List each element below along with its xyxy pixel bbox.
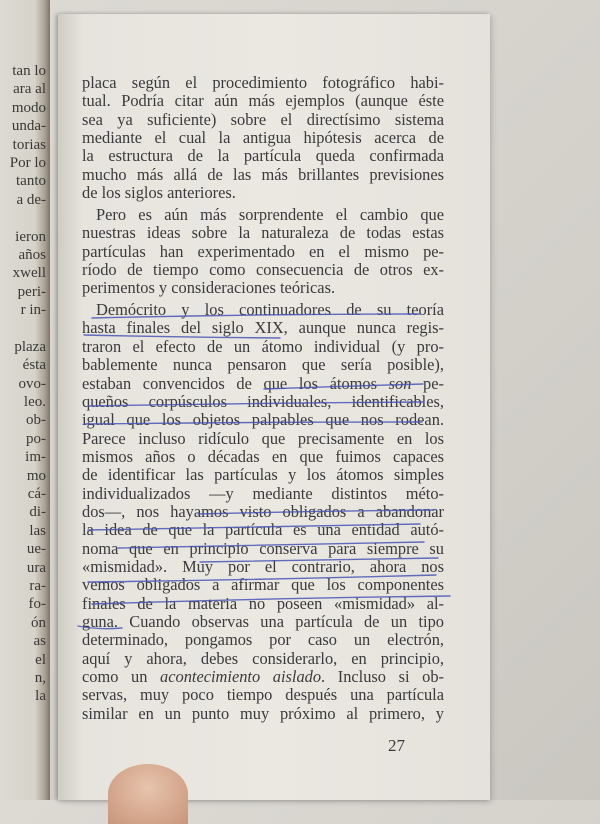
book-page — [58, 14, 490, 800]
text-line — [82, 558, 444, 576]
text-segment: la idea de que la partícula es una entidad autó- — [82, 520, 444, 540]
text-segment: de identificar las partículas y los átomos simples — [82, 465, 444, 485]
text-line — [82, 356, 444, 374]
facing-page-line: la — [35, 688, 46, 705]
text-segment: queños corpúsculos individuales, identificables, — [82, 391, 444, 411]
text-line — [82, 166, 444, 184]
facing-page-line: fo- — [28, 596, 46, 613]
text-segment: . Incluso si ob- — [321, 667, 444, 686]
facing-page-line: ob- — [26, 412, 46, 429]
page-body-text — [82, 74, 444, 723]
text-line — [82, 224, 444, 242]
facing-page-line: as — [33, 633, 46, 650]
text-segment: nuestras ideas sobre la naturaleza de todas estas — [82, 223, 444, 243]
text-segment: finales de la materia no poseen «mismidad» al- — [82, 593, 444, 613]
text-line — [82, 319, 444, 337]
text-segment: servas, muy poco tiempo después una partícula — [82, 685, 444, 705]
text-line — [82, 411, 444, 429]
text-line — [82, 111, 444, 129]
text-line — [82, 92, 444, 110]
facing-page-line: leo. — [23, 394, 46, 411]
facing-page-line: ura — [26, 559, 46, 576]
facing-page-line: ue- — [26, 541, 46, 558]
text-line — [82, 338, 444, 356]
text-line — [82, 261, 444, 279]
text-line — [82, 595, 444, 613]
paragraph — [82, 74, 444, 202]
facing-page-line: xwell — [12, 265, 46, 282]
text-segment: tual. Podría citar aún más ejemplos (aunque éste — [82, 91, 444, 111]
text-line — [82, 705, 444, 723]
text-segment: mucho más allá de las más brillantes previsiones — [82, 164, 444, 184]
facing-page-line: años — [18, 246, 46, 263]
facing-page-line: tanto — [16, 173, 46, 190]
text-segment: Pero es aún más sorprendente el cambio que — [96, 204, 444, 224]
facing-page-text — [10, 62, 46, 706]
facing-page-line: unda- — [11, 118, 46, 135]
facing-page-line: plaza — [14, 338, 46, 355]
text-segment: como un — [82, 667, 161, 686]
italic-text: acontecimiento aislado — [160, 667, 322, 686]
text-segment: traron el efecto de un átomo individual (y pro- — [82, 336, 444, 356]
facing-page-line: las — [29, 522, 46, 539]
text-line — [82, 393, 444, 411]
text-line — [82, 668, 444, 686]
facing-page-line: el — [35, 651, 46, 668]
facing-page-line: mo — [26, 467, 46, 484]
text-line — [82, 448, 444, 466]
text-segment: aquí y ahora, debes considerarlo, en principio, — [82, 648, 444, 668]
facing-page-line: r in- — [20, 302, 46, 319]
text-line — [82, 375, 444, 393]
text-line — [82, 279, 444, 297]
facing-page-line: po- — [26, 430, 46, 447]
facing-page-line: ovo- — [18, 375, 46, 392]
italic-text: son — [388, 373, 412, 393]
text-segment: perimentos y consideraciones teóricas. — [82, 278, 336, 298]
text-segment: dos—, nos hayamos visto obligados a abandonar — [82, 501, 444, 521]
text-line — [82, 243, 444, 261]
facing-page-line: tan lo — [12, 63, 46, 79]
text-segment: individualizados —y mediante distintos méto- — [82, 483, 444, 503]
text-segment: placa según el procedimiento fotográfico habi- — [82, 73, 444, 92]
text-segment: determinado, pongamos por caso un electrón, — [82, 630, 444, 650]
text-segment: guna. Cuando observas una partícula de un tipo — [82, 611, 444, 631]
facing-page-line: peri- — [17, 283, 46, 300]
facing-page-line: modo — [11, 99, 46, 116]
text-segment: ríodo de tiempo como consecuencia de otros ex- — [82, 259, 444, 279]
facing-page-line: ieron — [15, 228, 46, 245]
text-segment: Parece incluso ridículo que precisamente en los — [82, 428, 444, 448]
paragraph — [82, 301, 444, 723]
facing-page-line: ésta — [22, 357, 46, 374]
text-line — [82, 503, 444, 521]
facing-page-line: a de- — [16, 191, 46, 208]
text-segment: mediante el cual la antigua hipótesis acerca de — [82, 128, 444, 148]
text-segment: bablemente nunca pensaron que sería posible), — [82, 355, 444, 375]
text-segment: partículas han experimentado en el mismo pe- — [82, 241, 444, 261]
facing-page-line: torias — [12, 136, 46, 153]
text-segment: similar en un punto muy próximo al primero, y — [82, 703, 444, 723]
text-segment: vemos obligados a afirmar que los componentes — [82, 575, 444, 595]
text-line — [82, 184, 444, 202]
facing-page-line: ra- — [29, 577, 46, 594]
facing-page-line — [10, 319, 46, 337]
text-line — [82, 301, 444, 319]
text-segment: igual que los objetos palpables que nos rodean. — [82, 410, 444, 430]
facing-page-line: n, — [34, 669, 46, 686]
text-line — [82, 521, 444, 539]
facing-page-line: Por lo — [9, 154, 46, 171]
text-line — [82, 147, 444, 165]
thumb — [108, 764, 188, 824]
text-line — [82, 485, 444, 503]
text-line — [82, 466, 444, 484]
text-segment: sea ya suficiente) sobre el directísimo sistema — [82, 109, 444, 129]
facing-page-line: ara al — [13, 81, 46, 98]
text-line — [82, 74, 444, 92]
text-line — [82, 540, 444, 558]
text-segment: pe- — [411, 373, 444, 393]
page-number: 27 — [388, 736, 405, 755]
text-line — [82, 650, 444, 668]
text-segment: la estructura de la partícula queda confirmada — [82, 146, 444, 166]
text-segment: estaban convencidos de que los átomos — [82, 373, 389, 393]
text-segment: hasta finales del siglo XIX, aunque nunca regis- — [82, 318, 444, 338]
facing-page-edge — [0, 0, 50, 800]
text-line — [82, 613, 444, 631]
facing-page-line — [10, 209, 46, 227]
text-line — [82, 129, 444, 147]
facing-page-line: ón — [31, 614, 46, 631]
text-line — [82, 576, 444, 594]
text-segment: de los siglos anteriores. — [82, 183, 236, 203]
text-line — [82, 430, 444, 448]
text-segment: noma que en principio conserva para siempre su — [82, 538, 444, 558]
facing-page-line: cá- — [27, 485, 46, 502]
text-segment: mismos años o décadas en que fuimos capaces — [82, 446, 444, 466]
facing-page-line: im- — [25, 449, 46, 466]
text-line — [82, 631, 444, 649]
facing-page-line: di- — [29, 504, 46, 521]
paragraph — [82, 206, 444, 298]
text-line — [82, 686, 444, 704]
text-segment: «mismidad». Muy por el contrario, ahora nos — [82, 556, 444, 576]
text-segment: Demócrito y los continuadores de su teoría — [96, 300, 444, 320]
text-line — [82, 206, 444, 224]
